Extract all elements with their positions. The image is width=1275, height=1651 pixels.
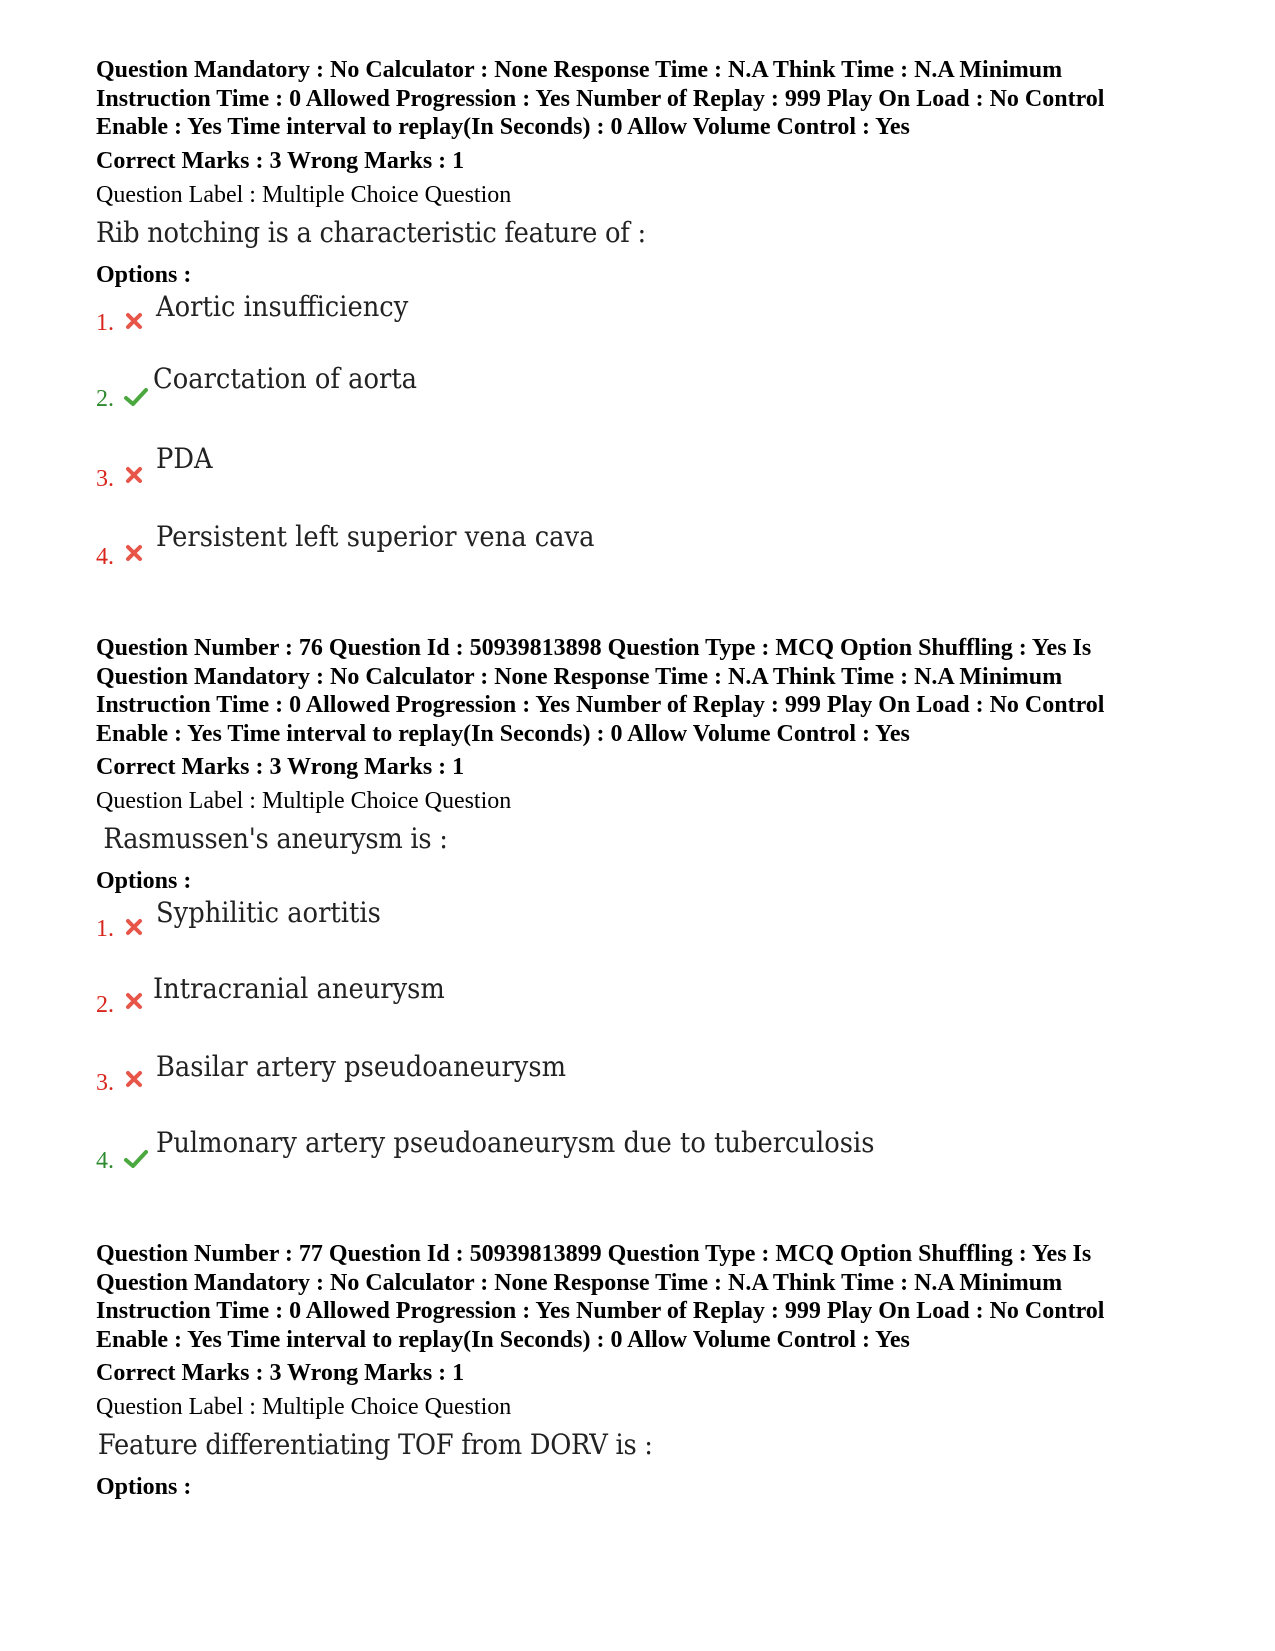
wrong-cross-icon	[123, 1068, 145, 1090]
option-number: 1.	[96, 916, 114, 942]
question-label: Question Label : Multiple Choice Question	[96, 1394, 512, 1420]
options-list	[96, 290, 1176, 610]
option-text: Aortic insufficiency	[156, 289, 409, 323]
question-marks: Correct Marks : 3 Wrong Marks : 1	[96, 1360, 465, 1386]
question-text: Rasmussen's aneurysm is :	[103, 822, 448, 855]
question-meta: Question Mandatory : No Calculator : None Response Time : N.A Think Time : N.A Minimum Instruction Time : 0 Allowed Progression : Yes Number of Replay : 999 Play On Load : No Control Enable : Yes Time interval to replay(In Seconds) : 0 Allow Volume Control : Yes	[96, 57, 1105, 140]
option-item	[96, 896, 1176, 976]
option-text: Persistent left superior vena cava	[156, 519, 595, 553]
options-heading: Options :	[96, 1474, 192, 1500]
option-text: PDA	[156, 441, 213, 475]
option-item	[96, 519, 1176, 610]
question-76	[96, 634, 1176, 1216]
option-item	[96, 361, 1176, 450]
question-meta: Question Number : 77 Question Id : 50939813899 Question Type : MCQ Option Shuffling : Yes Is Question Mandatory : No Calculator : None Response Time : N.A Think Time : N.A Minimum Instruction Time : 0 Allowed Progression : Yes Number of Replay : 999 Play On Load : No Control Enable : Yes Time interval to replay(In Seconds) : 0 Allow Volume Control : Yes	[96, 1241, 1105, 1353]
option-item	[96, 1050, 1176, 1136]
option-text: Pulmonary artery pseudoaneurysm due to tuberculosis	[156, 1126, 875, 1159]
option-number: 2.	[96, 992, 114, 1018]
option-number: 1.	[96, 309, 114, 336]
option-item	[96, 1126, 1176, 1216]
option-number: 2.	[96, 385, 114, 412]
question-label: Question Label : Multiple Choice Question	[96, 788, 512, 814]
wrong-cross-icon	[123, 916, 145, 938]
option-number: 4.	[96, 543, 114, 570]
options-list	[96, 896, 1176, 1216]
option-text: Coarctation of aorta	[153, 361, 418, 395]
wrong-cross-icon	[123, 542, 145, 564]
correct-check-icon	[123, 1148, 149, 1170]
question-77	[96, 1240, 1176, 1502]
option-number: 3.	[96, 1070, 114, 1096]
question-marks: Correct Marks : 3 Wrong Marks : 1	[96, 147, 465, 174]
wrong-cross-icon	[123, 990, 145, 1012]
question-text: Rib notching is a characteristic feature of :	[96, 215, 646, 249]
wrong-cross-icon	[123, 464, 145, 486]
option-item	[96, 290, 1176, 370]
option-item	[96, 972, 1176, 1056]
question-meta: Question Number : 76 Question Id : 50939813898 Question Type : MCQ Option Shuffling : Yes Is Question Mandatory : No Calculator : None Response Time : N.A Think Time : N.A Minimum Instruction Time : 0 Allowed Progression : Yes Number of Replay : 999 Play On Load : No Control Enable : Yes Time interval to replay(In Seconds) : 0 Allow Volume Control : Yes	[96, 635, 1105, 747]
option-text: Basilar artery pseudoaneurysm	[156, 1050, 567, 1083]
correct-check-icon	[123, 386, 149, 408]
wrong-cross-icon	[123, 310, 145, 332]
question-75	[96, 56, 1176, 610]
question-marks: Correct Marks : 3 Wrong Marks : 1	[96, 754, 465, 780]
option-number: 4.	[96, 1148, 114, 1174]
option-number: 3.	[96, 465, 114, 492]
option-item	[96, 441, 1176, 530]
option-text: Intracranial aneurysm	[153, 972, 445, 1005]
question-label: Question Label : Multiple Choice Question	[96, 181, 512, 208]
option-text: Syphilitic aortitis	[156, 896, 381, 929]
options-heading: Options :	[96, 261, 192, 288]
options-heading: Options :	[96, 868, 192, 894]
question-text: Feature differentiating TOF from DORV is :	[97, 1428, 653, 1461]
